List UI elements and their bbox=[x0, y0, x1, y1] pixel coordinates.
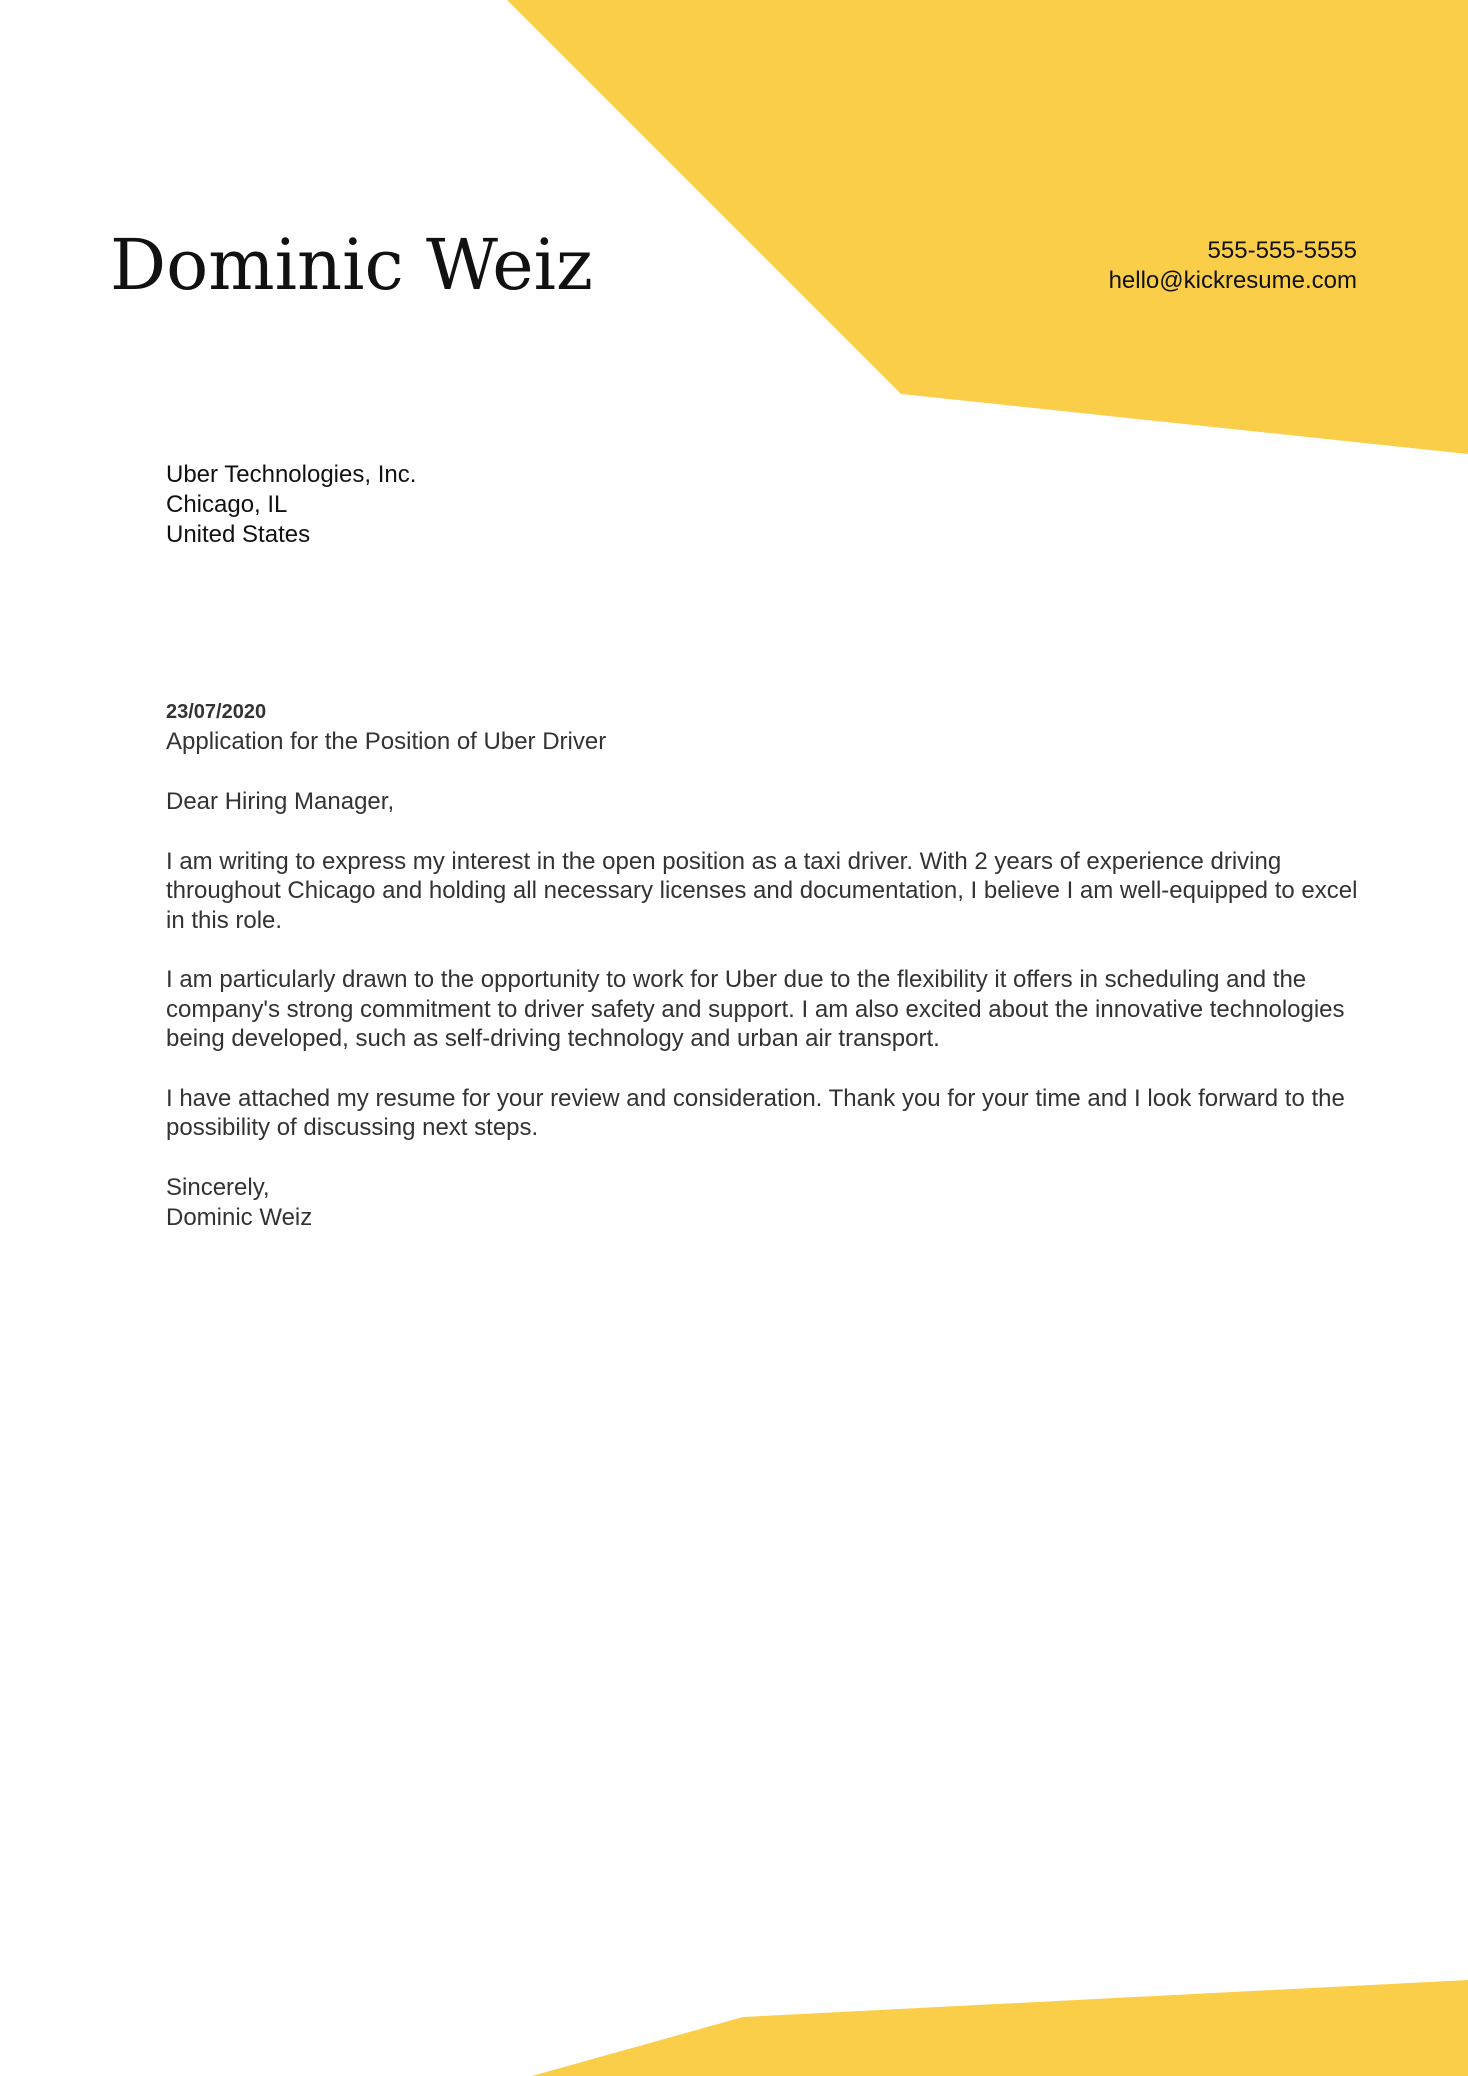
paragraph-line: possibility of discussing next steps. bbox=[166, 1114, 539, 1141]
phone-number: 555-555-5555 bbox=[1207, 237, 1357, 264]
paragraph-line: I have attached my resume for your review and consideration. Thank you for your time and I look forward to the bbox=[166, 1084, 1345, 1112]
closing-block bbox=[166, 1173, 1366, 1233]
contact-block bbox=[1109, 236, 1357, 296]
signature: Dominic Weiz bbox=[166, 1203, 313, 1231]
paragraph-line: being developed, such as self-driving technology and urban air transport. bbox=[166, 1025, 940, 1052]
letter-date: 23/07/2020 bbox=[166, 701, 267, 723]
top-yellow-shape bbox=[507, 0, 1468, 454]
paragraph-2 bbox=[166, 965, 1366, 1054]
paragraph-line: I am writing to express my interest in the open position as a taxi driver. With 2 years of experience driving bbox=[166, 847, 1282, 875]
email-address: hello@kickresume.com bbox=[1108, 267, 1357, 294]
recipient-city: Chicago, IL bbox=[166, 491, 288, 518]
paragraph-line: in this role. bbox=[166, 906, 283, 934]
paragraph-line: throughout Chicago and holding all necessary licenses and documentation, I believe I am well-equipped to excel bbox=[166, 877, 1358, 904]
closing: Sincerely, bbox=[166, 1173, 270, 1201]
paragraph-1 bbox=[166, 847, 1366, 936]
recipient-address bbox=[166, 460, 416, 550]
letter-body bbox=[166, 697, 1366, 1233]
bottom-yellow-shape bbox=[532, 1980, 1468, 2076]
paragraph-line: company's strong commitment to driver safety and support. I am also excited about the innovative technologies bbox=[166, 995, 1345, 1023]
paragraph-line: I am particularly drawn to the opportunity to work for Uber due to the flexibility it offers in scheduling and the bbox=[166, 966, 1307, 993]
recipient-country: United States bbox=[166, 521, 311, 548]
recipient-company: Uber Technologies, Inc. bbox=[166, 461, 417, 488]
letter-subject: Application for the Position of Uber Driver bbox=[166, 728, 607, 755]
paragraph-3 bbox=[166, 1084, 1366, 1143]
salutation: Dear Hiring Manager, bbox=[166, 788, 395, 815]
sender-name: Dominic Weiz bbox=[110, 224, 593, 306]
